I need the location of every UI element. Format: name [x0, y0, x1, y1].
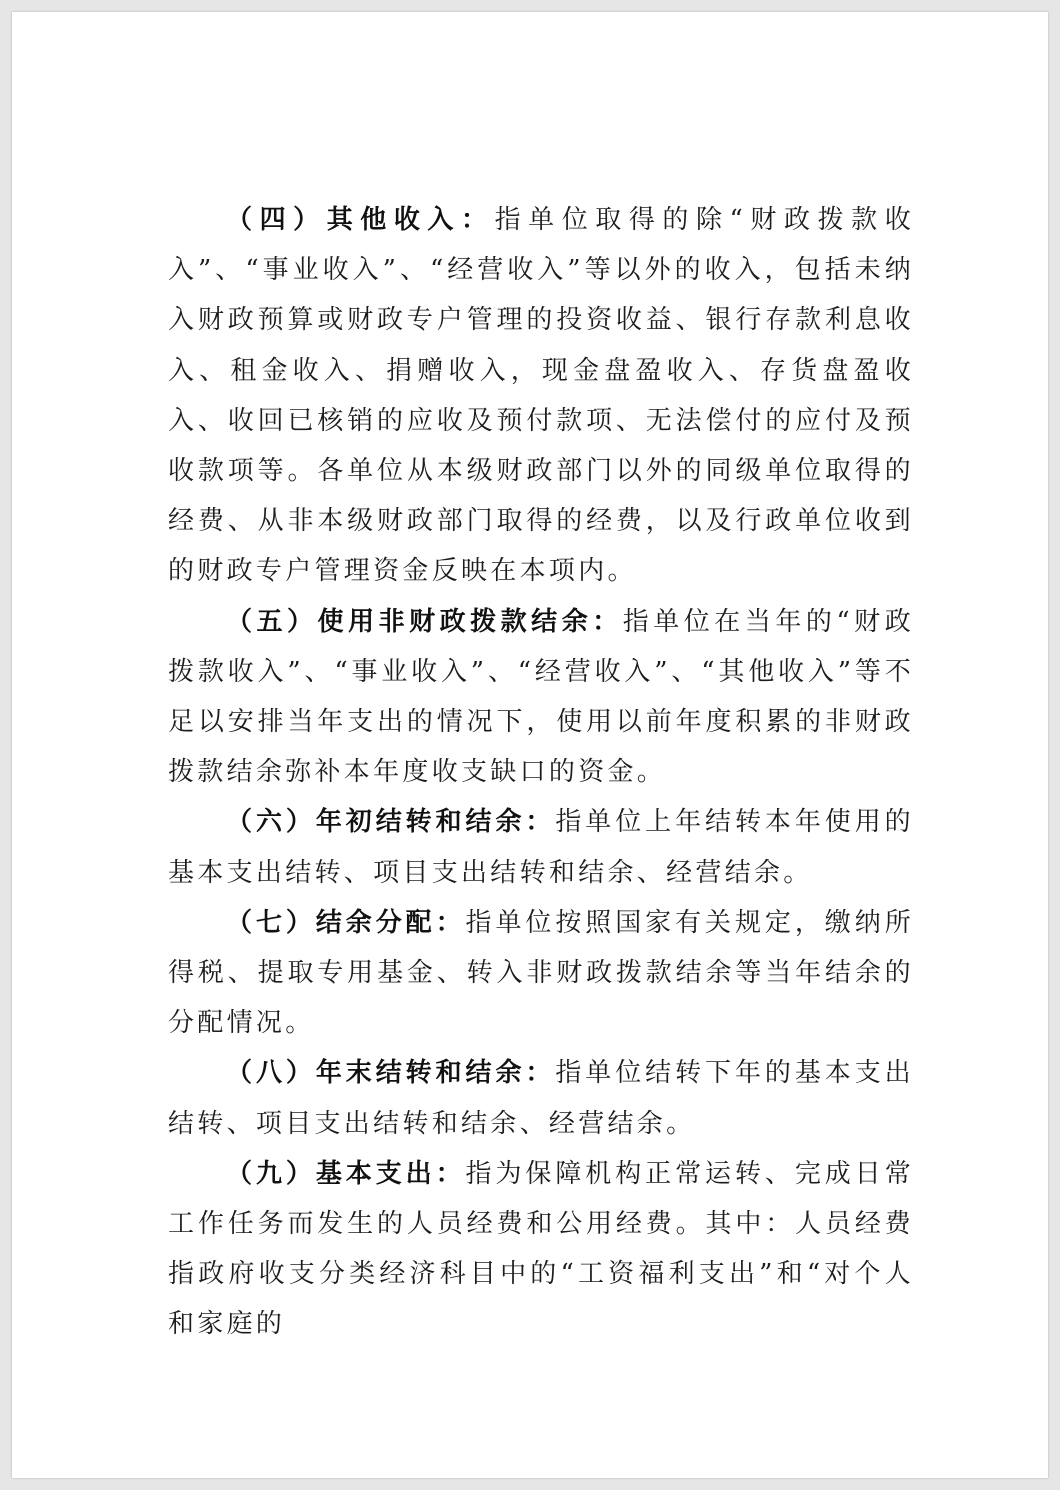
- paragraph-year-end-carryover: [168, 1048, 914, 1148]
- paragraph-heading: （四）其他收入：: [226, 205, 495, 235]
- paragraph-text: 指单位上年结转本年使用的基本支出结转、项目支出结转和结余、经营结余。: [168, 807, 914, 888]
- paragraph-text: 指为保障机构正常运转、完成日常工作任务而发生的人员经费和公用经费。其中：人员经费指政府收支分类经济科目中的“工资福利支出”和“对个人和家庭的: [168, 1158, 914, 1340]
- paragraph-basic-expenditure: [168, 1149, 914, 1350]
- paragraph-heading: （八）年末结转和结余：: [226, 1058, 556, 1089]
- paragraph-text: 指单位在当年的“财政拨款收入”、“事业收入”、“经营收入”、“其他收入”等不足以安排当年支出的情况下，使用以前年度积累的非财政拨款结余弥补本年度收支缺口的资金。: [168, 606, 915, 788]
- paragraph-heading: （九）基本支出：: [226, 1158, 466, 1189]
- document-page: [12, 12, 1048, 1478]
- paragraph-text: 指单位按照国家有关规定，缴纳所得税、提取专用基金、转入非财政拨款结余等当年结余的分配情况。: [168, 907, 914, 1039]
- paragraph-heading: （七）结余分配：: [226, 907, 466, 938]
- paragraph-heading: （五）使用非财政拨款结余：: [226, 606, 623, 637]
- paragraph-surplus-distribution: [168, 898, 914, 1049]
- paragraph-text: 指单位结转下年的基本支出结转、项目支出结转和结余、经营结余。: [168, 1058, 914, 1139]
- paragraph-beginning-carryover: [168, 797, 914, 897]
- paragraph-text: 指单位取得的除“财政拨款收入”、“事业收入”、“经营收入”等以外的收入，包括未纳入财政预算或财政专户管理的投资收益、银行存款利息收入、租金收入、捐赠收入，现金盘盈收入、存货盘盈收入、收回已核销的应收及预付款项、无法偿付的应付及预收款项等。各单位从本级财政部门以外的同级单位取得的经费、从非本级财政部门取得的经费，以及行政单位收到的财政专户管理资金反映在本项内。: [168, 205, 914, 587]
- paragraph-heading: （六）年初结转和结余：: [226, 807, 556, 838]
- paragraph-other-income: [168, 195, 914, 597]
- document-body: [168, 195, 914, 1350]
- paragraph-use-of-non-fiscal-surplus: [168, 597, 914, 798]
